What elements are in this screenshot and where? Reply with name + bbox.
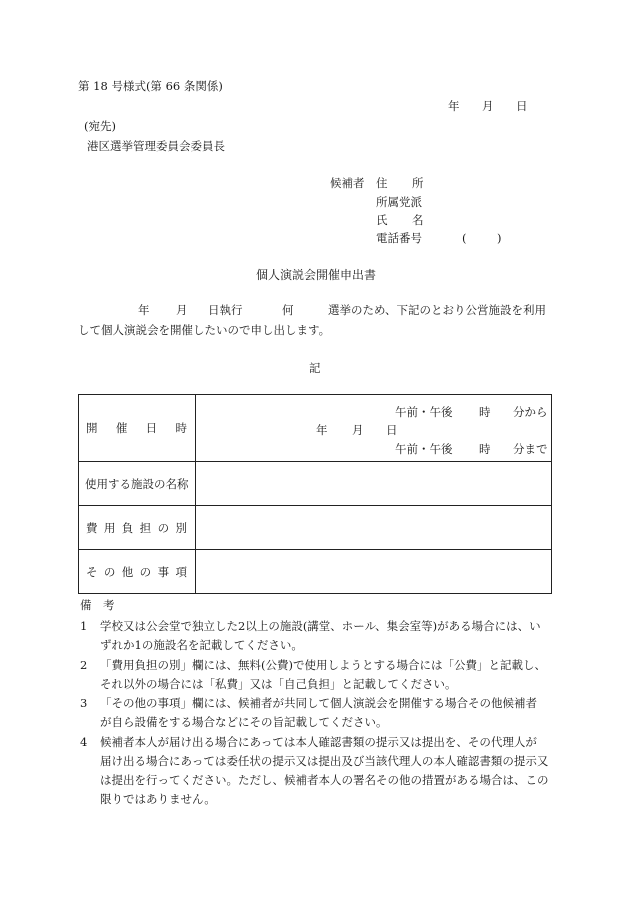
addressee-prefix: (宛先)	[84, 119, 116, 133]
intro-day-exec: 日執行	[208, 303, 243, 317]
date-day-label: 日	[516, 99, 528, 113]
remark-item	[80, 656, 555, 694]
label-cost	[79, 520, 195, 536]
intro-month: 月	[176, 303, 188, 317]
date-day: 日	[386, 423, 398, 437]
value-cell-cost[interactable]	[196, 506, 552, 550]
table-row-other	[79, 550, 552, 594]
table-row-datetime	[79, 395, 552, 462]
remark-line: 「費用負担の別」欄には、無料(公費)で使用しようとする場合には「公費」と記載し、	[100, 658, 546, 672]
label-char: 時	[175, 421, 187, 435]
remark-number: 2	[80, 658, 88, 672]
date-year: 年	[316, 423, 328, 437]
remark-number: 4	[80, 735, 88, 749]
remark-item	[80, 694, 555, 732]
remarks-heading: 備 考	[80, 598, 115, 612]
label-facility: 使用する施設の名称	[85, 476, 189, 491]
label-char: 負	[121, 520, 134, 535]
table-row-cost	[79, 506, 552, 550]
label-char: の	[139, 564, 152, 579]
label-char: 催	[115, 421, 128, 435]
label-char: 日	[145, 421, 158, 435]
label-char: 用	[103, 520, 116, 535]
label-char: 開	[86, 421, 98, 435]
remark-line: 限りではありません。	[100, 791, 216, 806]
remark-line: が自ら設備をする場合などにその旨記載してください。	[100, 714, 388, 729]
addressee-name: 港区選挙管理委員会委員長	[87, 139, 225, 153]
value-cell-datetime[interactable]	[196, 395, 552, 462]
label-char: の	[103, 564, 116, 579]
start-from: 分から	[513, 405, 548, 419]
remark-number: 3	[80, 696, 88, 710]
application-table	[78, 394, 552, 594]
label-cell-cost	[79, 506, 196, 550]
phone-label: 電話番号	[376, 231, 422, 245]
phone-open-paren: (	[462, 231, 467, 245]
label-char: 事	[157, 564, 170, 579]
label-cell-other	[79, 550, 196, 594]
remark-line: 「その他の事項」欄には、候補者が共同して個人演説会を開催する場合その他候補者	[100, 696, 537, 710]
label-char: 費	[86, 520, 98, 535]
remark-line: 届け出る場合にあっては委任状の提示又は提出及び当該代理人の本人確認書類の提示又	[100, 753, 549, 768]
label-char: 別	[175, 520, 187, 535]
value-cell-other[interactable]	[196, 550, 552, 594]
date-year-label: 年	[448, 99, 460, 113]
date-month: 月	[352, 423, 364, 437]
value-cell-facility[interactable]	[196, 462, 552, 506]
party-label: 所属党派	[376, 195, 422, 209]
phone-close-paren: )	[497, 231, 502, 245]
label-char: 他	[121, 564, 134, 579]
table-row-facility	[79, 462, 552, 506]
intro-year: 年	[138, 303, 150, 317]
end-ampm: 午前・午後	[395, 442, 453, 456]
remark-line: 学校又は公会堂で独立した2以上の施設(講堂、ホール、集会室等)がある場合には、い	[100, 619, 541, 633]
end-hour: 時	[479, 442, 491, 456]
address-label-2: 所	[412, 176, 424, 190]
label-cell-datetime	[79, 395, 196, 462]
intro-what: 何	[282, 303, 294, 317]
remark-item	[80, 733, 555, 809]
label-char: 項	[175, 564, 187, 579]
label-datetime	[79, 420, 195, 436]
remark-number: 1	[80, 619, 88, 633]
intro-line2: して個人演説会を開催したいので申し出します。	[78, 323, 331, 337]
candidate-heading: 候補者	[330, 176, 365, 190]
remark-line: は提出を行ってください。ただし、候補者本人の署名その他の措置がある場合は、この	[100, 772, 549, 787]
label-other	[79, 564, 195, 580]
start-hour: 時	[479, 405, 491, 419]
document-title: 個人演説会開催申出書	[256, 268, 377, 282]
ki-mark: 記	[309, 361, 321, 375]
remark-item	[80, 617, 555, 655]
label-char: そ	[86, 564, 98, 579]
intro-line1-tail: 選挙のため、下記のとおり公営施設を利用	[328, 303, 547, 317]
end-until: 分まで	[513, 442, 548, 456]
form-number: 第 18 号様式(第 66 条関係)	[78, 79, 223, 93]
label-char: 担	[139, 520, 152, 535]
remark-line: ずれか1の施設名を記載してください。	[100, 637, 303, 652]
label-char: の	[157, 520, 170, 535]
name-label-1: 氏	[376, 213, 388, 227]
remark-line: それ以外の場合には「私費」又は「自己負担」と記載してください。	[100, 676, 457, 691]
name-label-2: 名	[412, 213, 424, 227]
label-cell-facility	[79, 462, 196, 506]
date-month-label: 月	[482, 99, 494, 113]
address-label-1: 住	[376, 176, 388, 190]
start-ampm: 午前・午後	[395, 405, 453, 419]
remark-line: 候補者本人が届け出る場合にあっては本人確認書類の提示又は提出を、その代理人が	[100, 735, 537, 749]
